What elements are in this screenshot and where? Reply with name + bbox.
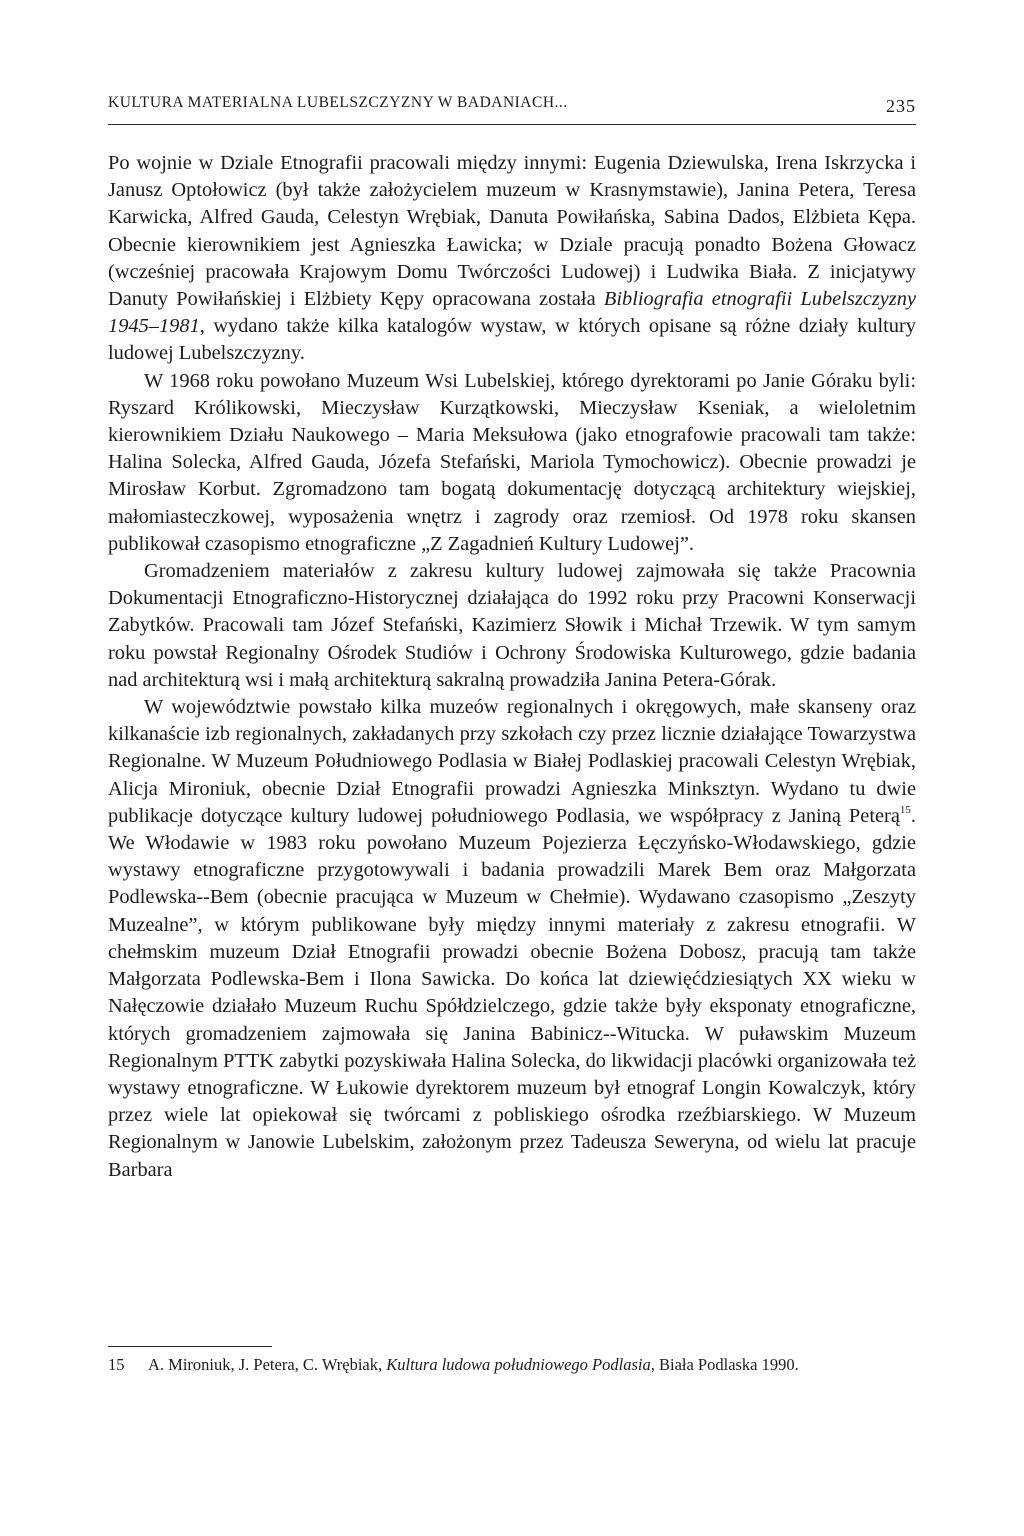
footnote-number: 15 xyxy=(108,1355,125,1374)
footnote-authors: A. Mironiuk, J. Petera, C. Wrębiak, xyxy=(148,1355,387,1374)
footnote-separator xyxy=(108,1346,272,1347)
paragraph-4-text-b: . We Włodawie w 1983 roku powołano Muzeum Pojezierza Łęczyńsko-Włodawskiego, gdzie wystawy etnograficzne przygotowywali i badania prowadzili Marek Bem oraz Małgorzata Podlewska-‑Bem (obecnie pracująca w Muzeum w Chełmie). Wydawano czasopismo „Zeszyty Muzealne”, w którym publikowane były między innymi materiały z zakresu etnografii. W chełmskim muzeum Dział Etnografii prowadzi obecnie Bożena Dobosz, pracują tam także Małgorzata Podlewska-Bem i Ilona Sawicka. Do końca lat dziewięćdziesiątych XX wieku w Nałęczowie działało Muzeum Ruchu Spółdzielczego, gdzie także były eksponaty etnograficzne, których gromadzeniem zajmowała się Janina Babinicz-‑Witucka. W puławskim Muzeum Regionalnym PTTK zabytki pozyskiwała Halina Solecka, do likwidacji placówki organizowała też wystawy etnograficzne. W Łukowie dyrektorem muzeum był etnograf Longin Kowalczyk, który przez wiele lat opiekował się twórcami z pobliskiego ośrodka rzeźbiarskiego. W Muzeum Regionalnym w Janowie Lubelskim, założonym przez Tadeusza Seweryna, od wielu lat pracuje Barbara xyxy=(108,804,916,1181)
paragraph-4-text-a: W województwie powstało kilka muzeów regionalnych i okręgowych, małe skanseny oraz kilkanaście izb regionalnych, zakładanych przy szkołach czy przez licznie działające Towarzystwa Regionalne. W Muzeum Południowego Podlasia w Białej Podlaskiej pracowali Celestyn Wrębiak, Alicja Mironiuk, obecnie Dział Etnografii prowadzi Agnieszka Minksztyn. Wydano tu dwie publikacje dotyczące kultury ludowej południowego Podlasia, we współpracy z Janiną Peterą xyxy=(108,696,916,827)
paragraph-2: W 1968 roku powołano Muzeum Wsi Lubelskiej, którego dyrektorami po Janie Góraku byli: Ryszard Królikowski, Mieczysław Kurzątkowski, Mieczysław Kseniak, a wieloletnim kierownikiem Działu Naukowego – Maria Meksułowa (jako etnografowie pracowali tam także: Halina Solecka, Alfred Gauda, Józefa Stefański, Mariola Tymochowicz). Obecnie prowadzi je Mirosław Korbut. Zgromadzono tam bogatą dokumentację dotyczącą architektury wiejskiej, małomiasteczkowej, wyposażenia wnętrz i zagrody oraz rzemiosł. Od 1978 roku skansen publikował czasopismo etnograficzne „Z Zagadnień Kultury Ludowej”. xyxy=(108,369,916,555)
paragraph-1-text-a: Po wojnie w Dziale Etnografii pracowali między innymi: Eugenia Dziewulska, Irena Iskrzycka i Janusz Optołowicz (był także założycielem muzeum w Krasnymstawie), Janina Petera, Teresa Karwicka, Alfred Gauda, Celestyn Wrębiak, Danuta Powiłańska, Sabina Dados, Elżbieta Kępa. Obecnie kierownikiem jest Agnieszka Ławicka; w Dziale pracują ponadto Bożena Głowacz (wcześniej pracowała Krajowym Domu Twórczości Ludowej) i Ludwika Biała. Z inicjatywy Danuty Powiłańskiej i Elżbiety Kępy opracowana została xyxy=(108,152,916,311)
footnote xyxy=(108,1354,916,1376)
paragraph-4 xyxy=(108,694,916,1184)
footnote-rest: , Biała Podlaska 1990. xyxy=(650,1355,799,1374)
running-header xyxy=(108,92,916,125)
bibliography-title: Bibliografia etnografii Lubelszczyzny 1945–1981 xyxy=(108,288,916,338)
running-title: KULTURA MATERIALNA LUBELSZCZYZNY W BADANIACH... xyxy=(108,94,568,111)
body-text xyxy=(108,150,916,1184)
footnote-title: Kultura ludowa południowego Podlasia xyxy=(386,1355,651,1374)
paragraph-1-text-b: , wydano także kilka katalogów wystaw, w których opisane są różne działy kultury ludowej Lubelszczyzny. xyxy=(108,315,916,365)
page-number: 235 xyxy=(886,96,916,116)
paragraph-1 xyxy=(108,150,916,368)
paragraph-3: Gromadzeniem materiałów z zakresu kultury ludowej zajmowała się także Pracownia Dokumentacji Etnograficzno-Historycznej działająca do 1992 roku przy Pracowni Konserwacji Zabytków. Pracowali tam Józef Stefański, Kazimierz Słowik i Michał Trzewik. W tym samym roku powstał Regionalny Ośrodek Studiów i Ochrony Środowiska Kulturowego, gdzie badania nad architekturą wsi i małą architekturą sakralną prowadziła Janina Petera-Górak. xyxy=(108,560,916,691)
footnote-reference[interactable]: 15 xyxy=(899,803,911,816)
